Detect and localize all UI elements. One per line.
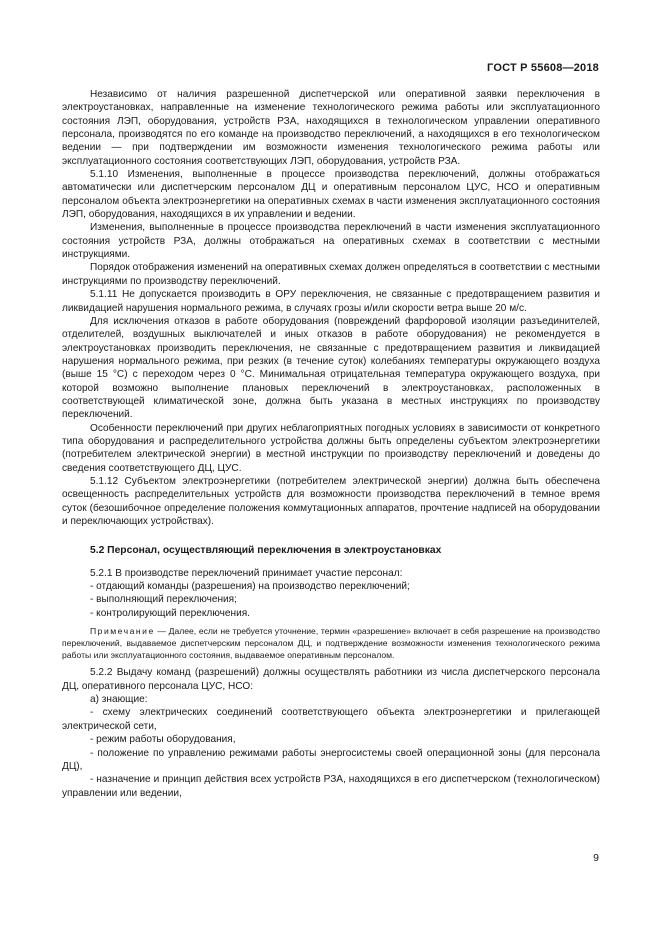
list-item: - контролирующий переключения. [90, 607, 250, 619]
document-body [62, 88, 600, 800]
note [62, 626, 600, 661]
list-item: - положение по управлению режимами работы энергосистемы своей операционной зоны (для персонала ДЦ), [62, 747, 600, 772]
paragraph: Особенности переключений при других неблагоприятных погодных условиях в зависимости от конкретного типа оборудования и распределительного устройства должны быть определены субъектом электроэнергетики (потребителем электрической энергии) в местной инструкции по производству переключений и доведены до сведения соответствующего ДЦ, ЦУС. [62, 422, 600, 474]
list-item: - выполняющий переключения; [90, 594, 237, 606]
paragraph-5-2-1: 5.2.1 В производстве переключений принимает участие персонал: [90, 567, 403, 579]
list-item: - назначение и принцип действия всех устройств РЗА, находящихся в его диспетчерском (технологическом) управлении или ведении, [62, 774, 600, 799]
list-item: - схему электрических соединений соответствующего объекта электроэнергетики и прилегающей электрической сети, [62, 707, 600, 732]
paragraph: Порядок отображения изменений на оперативных схемах должен определяться в соответствии с местными инструкциями по производству переключений. [62, 262, 600, 287]
paragraph: Для исключения отказов в работе оборудования (повреждений фарфоровой изоляции разъединителей, отделителей, воздушных выключателей и иных отказов в работе оборудования) не рекомендуется в электроустановках производить переключения, не связанные с предотвращением развития и ликвидацией нарушения нормального режима, при резких (в течение суток) колебаниях температуры окружающего воздуха (выше 15 °С) с переходом через 0 °С. Минимальная отрицательная температура окружающего воздуха, при которой возможно выполнение плановых переключений в электроустановках, расположенных в соответствующей климатической зоне, должна быть указана в местных инструкциях по производству переключений. [62, 315, 600, 421]
note-text: — Далее, если не требуется уточнение, термин «разрешение» включает в себя разрешение на производство переключений, выдаваемое диспетчерским персоналом ДЦ, и подтверждение возможности изменения технологического режима работы или эксплуатационного состояния, выдаваемое оперативным персоналом. [62, 626, 600, 660]
list-item: - отдающий команды (разрешения) на производство переключений; [90, 581, 410, 593]
paragraph: Изменения, выполненные в процессе производства переключений в части изменения эксплуатационного состояния устройств РЗА, должны отображаться на оперативных схемах в соответствии с местными инструкциями. [62, 222, 600, 261]
paragraph-5-1-12: 5.1.12 Субъектом электроэнергетики (потребителем электрической энергии) должна быть обеспечена освещенность распределительных устройств для возможности производства переключений в темное время суток (безошибочное определение положения коммутационных аппаратов, прочтение надписей на оборудовании и переключающих устройствах). [62, 475, 600, 527]
note-label: Примечание [90, 626, 155, 637]
paragraph-5-1-11: 5.1.11 Не допускается производить в ОРУ переключения, не связанные с предотвращением развития и ликвидацией нарушения нормального режима, в случаях грозы и/или скорости ветра выше 20 м/с. [62, 289, 600, 314]
document-header: ГОСТ Р 55608—2018 [487, 62, 599, 74]
list-item: а) знающие: [90, 694, 148, 706]
page-number: 9 [593, 852, 599, 864]
section-title-5-2: 5.2 Персонал, осуществляющий переключения в электроустановках [90, 545, 442, 557]
paragraph-5-1-10: 5.1.10 Изменения, выполненные в процессе производства переключений, должны отображаться автоматически или диспетчерским персоналом ДЦ и оперативным персоналом ЦУС, НСО и оперативным персоналом объекта электроэнергетики на оперативных схемах в части изменения эксплуатационного состояния ЛЭП, оборудования, находящихся в их управлении и ведении. [62, 169, 600, 221]
paragraph: Независимо от наличия разрешенной диспетчерской или оперативной заявки переключения в электроустановках, направленные на изменение технологического режима работы или эксплуатационного состояния ЛЭП, оборудования, устройств РЗА, находящихся в технологическом управлении оперативного персонала, производятся по его команде на производство переключений, а находящихся в его технологическом ведении — при подтверждении им возможности изменения технологического режима работы или эксплуатационного состояния соответствующих ЛЭП, оборудования, устройств РЗА. [62, 89, 600, 167]
paragraph-5-2-2: 5.2.2 Выдачу команд (разрешений) должны осуществлять работники из числа диспетчерского персонала ДЦ, оперативного персонала ЦУС, НСО: [62, 667, 600, 692]
list-item: - режим работы оборудования, [90, 734, 236, 746]
